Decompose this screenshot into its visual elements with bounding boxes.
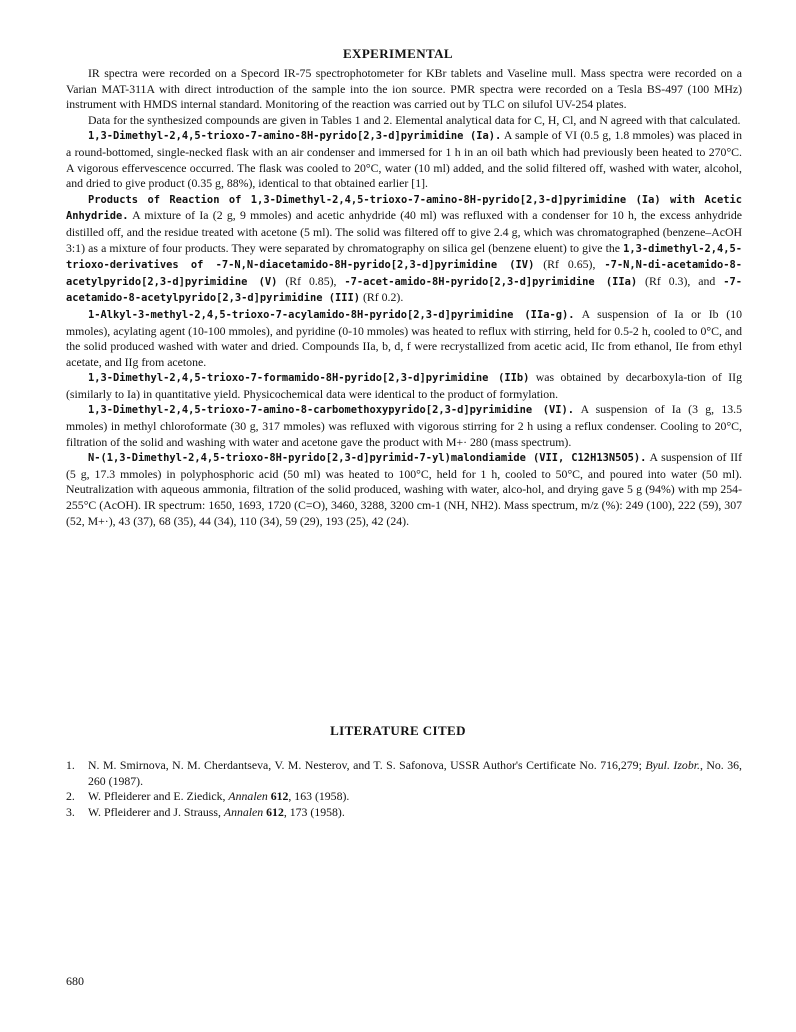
rf-value: (Rf 0.65), — [534, 257, 605, 272]
reference-authors: N. M. Smirnova, N. M. Cherdantseva, V. M. Nesterov, and T. S. Safonova, USSR Author's Certificate No. 716,279; — [88, 758, 646, 772]
paragraph-compound-iib — [66, 370, 742, 402]
paragraph-compound-ia — [66, 128, 742, 191]
paragraph-text: A suspension of Ia (3 g, 13.5 mmoles) in methyl chloroformate (30 g, 317 mmoles) was refluxed with vigorous stirring for 2 h using a reflux condenser. Cooling to 20°C, filtration of the solid and washing with water and acetone gave the product with M+· 280 (mass spectrum). — [66, 402, 742, 449]
reference-authors: W. Pfleiderer and E. Ziedick, — [88, 789, 229, 804]
experimental-heading: EXPERIMENTAL — [342, 46, 453, 61]
paragraph-compound-iia-g — [66, 307, 742, 370]
reference-authors: W. Pfleiderer and J. Strauss, — [88, 804, 224, 819]
reference-number: 2. — [66, 789, 75, 804]
reference-number: 3. — [66, 804, 75, 819]
rf-value: (Rf 0.3), and — [637, 273, 724, 288]
paragraph-text: was obtained by decarboxyla-tion of IIg (similarly to Ia) in quantitative yield. Physicochemical data were identical to the product of formylation. — [66, 370, 743, 401]
reference-details: , 163 (1958). — [288, 789, 350, 804]
experimental-body — [66, 66, 742, 529]
rf-value: (Rf 0.2). — [360, 290, 404, 305]
compound-title: 1,3-Dimethyl-2,4,5-trioxo-7-amino-8H-pyrido[2,3-d]pyrimidine (Ia). — [88, 130, 502, 143]
compound-name-iii: -7-acetamido-8-acetylpyrido[2,3-d]pyrimidine (III) — [66, 275, 742, 305]
reference-number: 1. — [66, 758, 75, 772]
reference-details: , 173 (1958). — [283, 804, 345, 819]
paragraph-text: A sample of VI (0.5 g, 1.8 mmoles) was placed in a round-bottomed, single-necked flask with an air condenser and immersed for 1 h in an oil bath which had previously been heated to 270°C. A vigorous effervescence occurred. The flask was cooled to 20°C, water (10 ml) added, and the solid filtered off, washed with water, alcohol, and dried to give product (0.35 g, 88%), identical to that obtained earlier [1]. — [66, 128, 742, 191]
reference-item — [66, 805, 742, 821]
reference-list — [66, 758, 742, 820]
literature-heading: LITERATURE CITED — [330, 723, 466, 738]
paragraph-compound-vii — [66, 450, 742, 529]
paragraph-text: A suspension of IIf (5 g, 17.3 mmoles) in polyphosphoric acid (50 ml) was heated to 100°C, held for 1 h, cooled to 50°C, and poured into water (50 ml). Neutralization with aqueous ammonia, filtration of the solid produced, washing with water, alco-hol, and drying gave 5 g (94%) with mp 254-255°C (AcOH). IR spectrum: 1650, 1693, 1720 (C=O), 3460, 3288, 3200 cm-1 (NH, NH2). Mass spectrum, m/z (%): 249 (100), 222 (59), 307 (52, M+·), 43 (37), 68 (35), 44 (34), 110 (34), 59 (29), 193 (25), 42 (24). — [66, 450, 742, 528]
paragraph-data-note: Data for the synthesized compounds are given in Tables 1 and 2. Elemental analytical data for C, H, Cl, and N agreed with that calculated. — [88, 112, 741, 127]
page-number: 680 — [66, 974, 84, 988]
paragraph-compound-vi — [66, 402, 742, 450]
compound-name-iv: 1,3-dimethyl-2,4,5-trioxo-derivatives of -7-N,N-diacetamido-8H-pyrido[2,3-d]pyrimidine (IV) — [66, 242, 742, 272]
paragraph-text: A mixture of Ia (2 g, 9 mmoles) and acetic anhydride (40 ml) was refluxed with a condenser for 10 h, the excess anhydride distilled off, and the residue treated with acetone (5 ml). The solid was filtered off to give 2.4 g, which was chromatographed (benzene–AcOH 3:1) as a mixture of four products. They were separated by chromatography on silica gel (benzene eluent) to give the — [66, 208, 742, 255]
paragraph-text: A suspension of Ia or Ib (10 mmoles), acylating agent (10-100 mmoles), and pyridine (0-10 mmoles) was heated to reflux with stirring, held for 0.5-2 h, cooled to 0°C, and the solid produced washed with water and dried. Compounds IIa, b, d, f were recrystallized from acetic acid, IIc from ethanol, IIe from ethyl acetate, and IIg from acetone. — [66, 306, 742, 369]
reference-journal: Byul. Izobr. — [645, 758, 700, 772]
reference-item — [66, 789, 742, 805]
reference-journal: Annalen — [223, 804, 264, 819]
reference-volume: 612 — [270, 789, 289, 804]
reference-volume: 612 — [266, 804, 284, 819]
compound-name-iia: -7-acet-amido-8H-pyrido[2,3-d]pyrimidine (IIa) — [344, 275, 638, 288]
compound-title: 1-Alkyl-3-methyl-2,4,5-trioxo-7-acylamido-8H-pyrido[2,3-d]pyrimidine (IIa-g). — [88, 308, 575, 321]
compound-title: 1,3-Dimethyl-2,4,5-trioxo-7-amino-8-carbomethoxypyrido[2,3-d]pyrimidine (VI). — [88, 404, 574, 417]
reference-details: , No. 36, 260 (1987). — [88, 758, 742, 788]
reference-item — [66, 758, 742, 789]
compound-name-v: -7-N,N-di-acetamido-8-acetylpyrido[2,3-d]pyrimidine (V) — [66, 259, 742, 288]
compound-title: 1,3-Dimethyl-2,4,5-trioxo-7-formamido-8H-pyrido[2,3-d]pyrimidine (IIb) — [88, 372, 530, 385]
paragraph-acetic-anhydride — [66, 192, 742, 307]
paragraph-instruments: IR spectra were recorded on a Specord IR-75 spectrophotometer for KBr tablets and Vaseline mull. Mass spectra were recorded on a Varian MAT-311A with direct introduction of the sample into the ion source. PMR spectra were recorded on a Tesla BS-497 (100 MHz) instrument with HMDS internal standard. Monitoring of the reaction was carried out by TLC on silufol UV-254 plates. — [66, 66, 742, 112]
reference-journal: Annalen — [228, 789, 268, 804]
compound-title: Products of Reaction of 1,3-Dimethyl-2,4,5-trioxo-7-amino-8H-pyrido[2,3-d]pyrimidine (Ia) with Acetic Anhydride. — [66, 193, 742, 223]
rf-value: (Rf 0.85), — [277, 273, 345, 288]
compound-title: N-(1,3-Dimethyl-2,4,5-trioxo-8H-pyrido[2,3-d]pyrimid-7-yl)malondiamide (VII, C12H13N5O5). — [88, 452, 647, 465]
